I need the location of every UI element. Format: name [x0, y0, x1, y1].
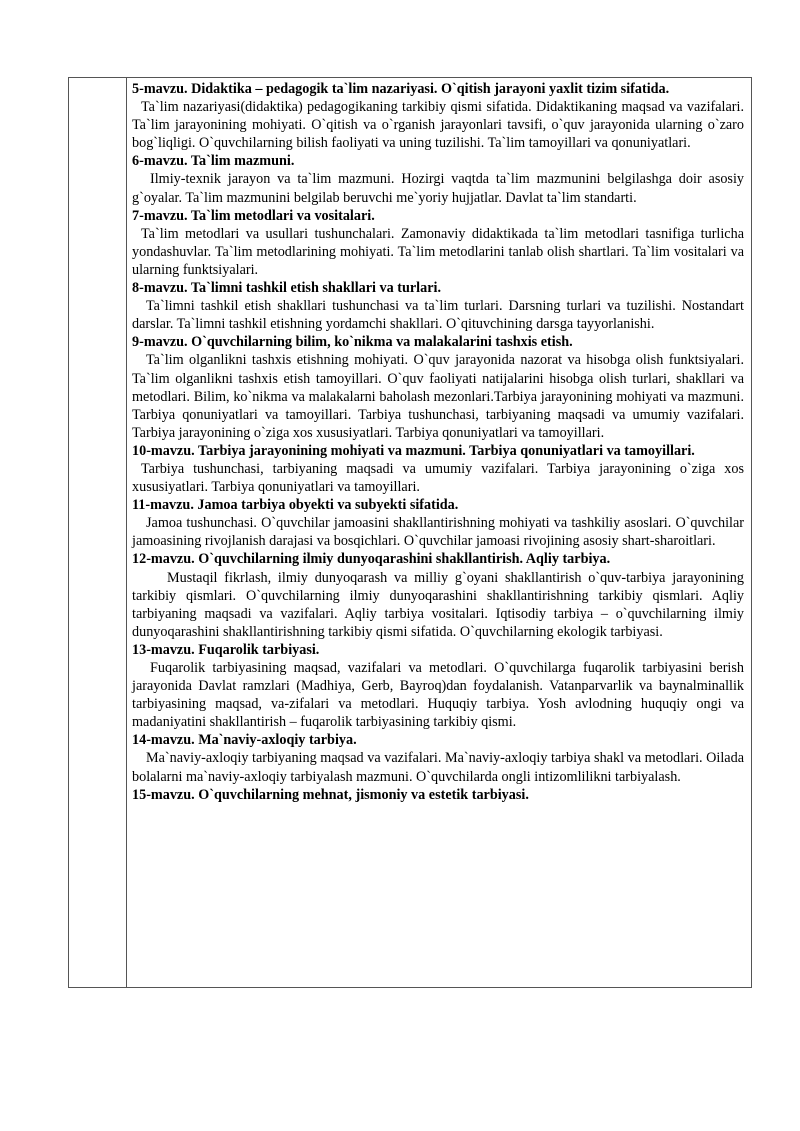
topic-8-heading: 8-mavzu. Ta`limni tashkil etish shakllari va turlari. — [132, 280, 442, 297]
topic-12-section — [132, 550, 744, 640]
topic-7-heading: 7-mavzu. Ta`lim metodlari va vositalari. — [132, 207, 375, 224]
topic-12-body: Mustaqil fikrlash, ilmiy dunyoqarash va milliy g`oyani shakllantirish o`quv-tarbiya jarayonining tarkibiy qismlari. O`quvchilarning ilmiy dunyoqarashini shakllantirishning tarkibiy qismlari. Aqliy tarbiyaning maqsadi va vazifalari. Aqliy tarbiya vositalari. Iqtisodiy tarbiya – o`quvchilarning ilmiy dunyoqarashini shakllantirishning tarkibiy qismi sifatida. O`quvchilarning ekologik tarbiyasi. — [132, 569, 744, 640]
topic-14-heading: 14-mavzu. Ma`naviy-axloqiy tarbiya. — [132, 732, 357, 749]
topic-15-heading: 15-mavzu. O`quvchilarning mehnat, jismoniy va estetik tarbiyasi. — [132, 786, 529, 803]
topic-13-heading: 13-mavzu. Fuqarolik tarbiyasi. — [132, 641, 320, 658]
topic-6-section — [132, 152, 744, 206]
topic-10-body: Tarbiya tushunchasi, tarbiyaning maqsadi va umumiy vazifalari. Tarbiya jarayonining o`ziga xos xususiyatlari. Tarbiya qonuniyatlari va tamoyillari. — [132, 460, 744, 496]
content-cell — [132, 80, 744, 804]
topic-7-section — [132, 207, 744, 279]
topic-13-body: Fuqarolik tarbiyasining maqsad, vazifalari va metodlari. O`quvchilarga fuqarolik tarbiyasini berish jarayonida Davlat ramzlari (Madhiya, Gerb, Bayroq)dan foydalanish. Vatanparvarlik va baynalminallik tarbiyasining maqsad, va-zifalari va metodlari. Huquqiy tarbiya. Yosh avlodning huquqiy ongi va madaniyatini shakllantirish – fuqarolik tarbiyasining tarkibiy qismi. — [132, 660, 744, 731]
topic-6-heading: 6-mavzu. Ta`lim mazmuni. — [132, 153, 295, 170]
topic-14-body: Ma`naviy-axloqiy tarbiyaning maqsad va vazifalari. Ma`naviy-axloqiy tarbiya shakl va metodlari. Oilada bolalarni ma`naviy-axloqiy tarbiyalash mazmuni. O`quvchilarda ongli intizomlilikni tarbiyalash. — [132, 750, 744, 785]
topic-10-heading: 10-mavzu. Tarbiya jarayonining mohiyati va mazmuni. Tarbiya qonuniyatlari va tamoyillari. — [132, 442, 695, 459]
topic-11-section — [132, 496, 744, 550]
topic-15-section — [132, 786, 744, 804]
topic-7-body: Ta`lim metodlari va usullari tushunchalari. Zamonaviy didaktikada ta`lim metodlari tasnifiga turlicha yondashuvlar. Ta`lim metodlarining mohiyati. Ta`lim metodlarini tanlab olish shartlari. Ta`lim vositalari va ularning funktsiyalari. — [132, 225, 744, 278]
topic-5-heading: 5-mavzu. Didaktika – pedagogik ta`lim nazariyasi. O`qitish jarayoni yaxlit tizim sifatida. — [132, 81, 670, 97]
topic-5-body: Ta`lim nazariyasi(didaktika) pedagogikaning tarkibiy qismi sifatida. Didaktikaning maqsad va vazifalari. Ta`lim jarayonining mohiyati. O`qitish va o`rganish jarayonlari tavsifi, o`quv jarayonida ularning o`zaro bog`liqligi. O`quvchilarning bilish faoliyati va uning tuzilishi. Ta`lim tamoyillari va qonuniyatlari. — [132, 99, 744, 152]
column-divider — [126, 78, 127, 987]
document-table — [68, 77, 752, 988]
topic-8-section — [132, 279, 744, 333]
topic-9-body: Ta`lim olganlikni tashxis etishning mohiyati. O`quv jarayonida nazorat va hisobga olish funktsiyalari. Ta`lim olganlikni tashxis etish tamoyillari. O`quv faoliyati natijalarini hisobga olish turlari, shakllari va metodlari. Bilim, ko`nikma va malakalarni baholash mezonlari.Tarbiya jarayonining mohiyati va mazmuni. Tarbiya qonuniyatlari va tamoyillari. Tarbiya tushunchasi, tarbiyaning maqsadi va umumiy vazifalari. Tarbiya jarayonining o`ziga xos xususiyatlari. Tarbiya qonuniyatlari va tamoyillari. — [132, 352, 744, 441]
topic-14-section — [132, 731, 744, 785]
topic-11-body: Jamoa tushunchasi. O`quvchilar jamoasini shakllantirishning mohiyati va tashkiliy asoslari. O`quvchilar jamoasining rivojlanish darajasi va bosqichlari. O`quvchilar jamoasi rivojining asosiy shart-sharoitlari. — [132, 515, 744, 550]
topic-5-section — [132, 80, 744, 152]
topic-11-heading: 11-mavzu. Jamoa tarbiya obyekti va subyekti sifatida. — [132, 497, 459, 514]
topic-9-heading: 9-mavzu. O`quvchilarning bilim, ko`nikma va malakalarini tashxis etish. — [132, 334, 573, 351]
topic-10-section — [132, 442, 744, 496]
topic-8-body: Ta`limni tashkil etish shakllari tushunchasi va ta`lim turlari. Darsning turlari va tuzilishi. Nostandart darslar. Ta`limni tashkil etishning yordamchi shakllari. O`qituvchining darsga tayyorlanishi. — [132, 298, 744, 333]
topic-13-section — [132, 641, 744, 731]
topic-12-heading: 12-mavzu. O`quvchilarning ilmiy dunyoqarashini shakllantirish. Aqliy tarbiya. — [132, 551, 611, 568]
topic-6-body: Ilmiy-texnik jarayon va ta`lim mazmuni. Hozirgi vaqtda ta`lim mazmunini belgilashga doir asosiy g`oyalar. Ta`lim mazmunini belgilab beruvchi me`yoriy hujjatlar. Davlat ta`lim standarti. — [132, 171, 744, 206]
topic-9-section — [132, 333, 744, 442]
